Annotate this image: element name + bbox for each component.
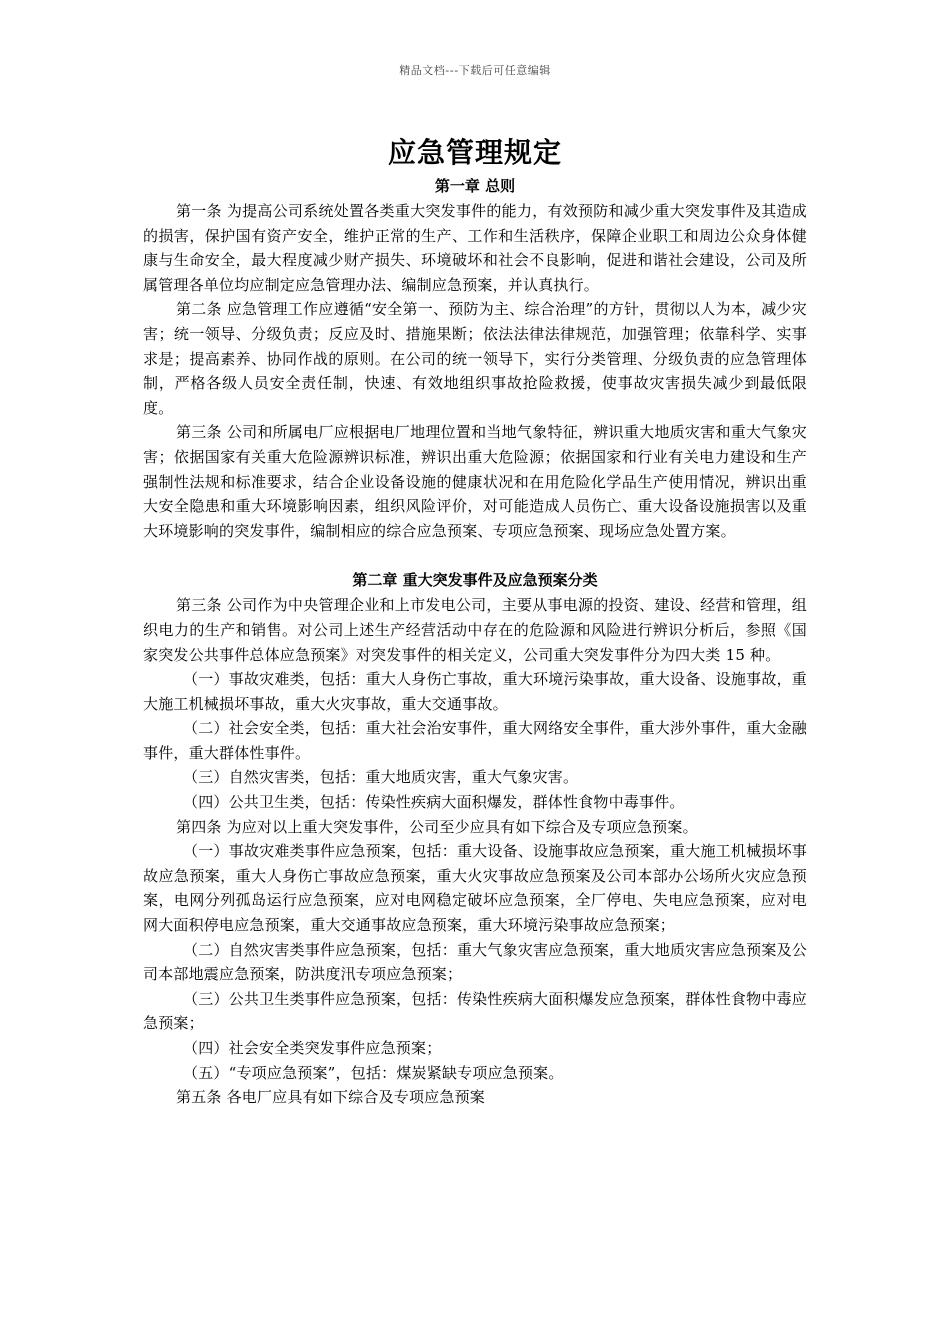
list-item: （三）自然灾害类，包括：重大地质灾害，重大气象灾害。 bbox=[183, 768, 579, 787]
article-paragraph: 第四条 为应对以上重大突发事件，公司至少应具有如下综合及专项应急预案。 bbox=[176, 817, 698, 836]
list-item: （四）公共卫生类，包括：传染性疾病大面积爆发，群体性食物中毒事件。 bbox=[183, 793, 685, 812]
list-item: （二）自然灾害类事件应急预案，包括：重大气象灾害应急预案，重大地质灾害应急预案及公司本部地震应急预案，防洪度汛专项应急预案； bbox=[143, 940, 807, 984]
article-paragraph: 第二条 应急管理工作应遵循“安全第一、预防为主、综合治理”的方针，贯彻以人为本，减少灾害；统一领导、分级负责；反应及时、措施果断；依法法律法律规范，加强管理；依靠科学、实事求是；提高素养、协同作战的原则。在公司的统一领导下，实行分类管理、分级负责的应急管理体制，严格各级人员安全责任制，快速、有效地组织事故抢险救援，使事故灾害损失减少到最低限度。 bbox=[143, 300, 807, 417]
list-item: （一）事故灾难类，包括：重大人身伤亡事故，重大环境污染事故，重大设备、设施事故，重大施工机械损坏事故，重大火灾事故，重大交通事故。 bbox=[143, 670, 807, 713]
list-item: （四）社会安全类突发事件应急预案； bbox=[183, 1039, 442, 1057]
list-item: （三）公共卫生类事件应急预案，包括：传染性疾病大面积爆发应急预案，群体性食物中毒应急预案； bbox=[143, 989, 807, 1033]
chapter-heading: 第一章 总则 bbox=[434, 177, 516, 195]
article-paragraph: 第一条 为提高公司系统处置各类重大突发事件的能力，有效预防和减少重大突发事件及其造成的损害，保护国有资产安全，维护正常的生产、工作和生活秩序，保障企业职工和周边公众身体健康与生命安全，最大程度减少财产损失、环境破坏和社会不良影响，促进和谐社会建设，公司及所属管理各单位均应制定应急管理办法、编制应急预案，并认真执行。 bbox=[143, 202, 807, 294]
list-item: （五）“专项应急预案”，包括：煤炭紧缺专项应急预案。 bbox=[183, 1063, 564, 1082]
document-title: 应急管理规定 bbox=[387, 136, 562, 169]
list-item: （二）社会安全类，包括：重大社会治安事件，重大网络安全事件，重大涉外事件，重大金融事件，重大群体性事件。 bbox=[143, 719, 807, 762]
article-paragraph: 第三条 公司和所属电厂应根据电厂地理位置和当地气象特征，辨识重大地质灾害和重大气象灾害；依据国家有关重大危险源辨识标准，辨识出重大危险源；依据国家和行业有关电力建设和生产强制性法规和标准要求，结合企业设备设施的健康状况和在用危险化学品生产使用情况，辨识出重大安全隐患和重大环境影响因素，组织风险评价，对可能造成人员伤亡、重大设备设施损害以及重大环境影响的突发事件，编制相应的综合应急预案、专项应急预案、现场应急处置方案。 bbox=[143, 423, 807, 540]
document-body bbox=[143, 173, 807, 1110]
page-header: 精品文档---下载后可任意编辑 bbox=[399, 64, 551, 77]
article-paragraph: 第五条 各电厂应具有如下综合及专项应急预案 bbox=[176, 1088, 485, 1107]
list-item: （一）事故灾难类事件应急预案，包括：重大设备、设施事故应急预案，重大施工机械损坏事故应急预案，重大人身伤亡事故应急预案，重大火灾事故应急预案及公司本部办公场所火灾应急预案，电网分列孤岛运行应急预案，应对电网稳定破坏应急预案，全厂停电、失电应急预案，应对电网大面积停电应急预案，重大交通事故应急预案，重大环境污染事故应急预案； bbox=[143, 842, 807, 935]
chapter-heading: 第二章 重大突发事件及应急预案分类 bbox=[352, 571, 598, 590]
article-paragraph: 第三条 公司作为中央管理企业和上市发电公司，主要从事电源的投资、建设、经营和管理，组织电力的生产和销售。对公司上述生产经营活动中存在的危险源和风险进行辨识分析后，参照《国家突发公共事件总体应急预案》对突发事件的相关定义，公司重大突发事件分为四大类 15 种。 bbox=[143, 596, 807, 664]
